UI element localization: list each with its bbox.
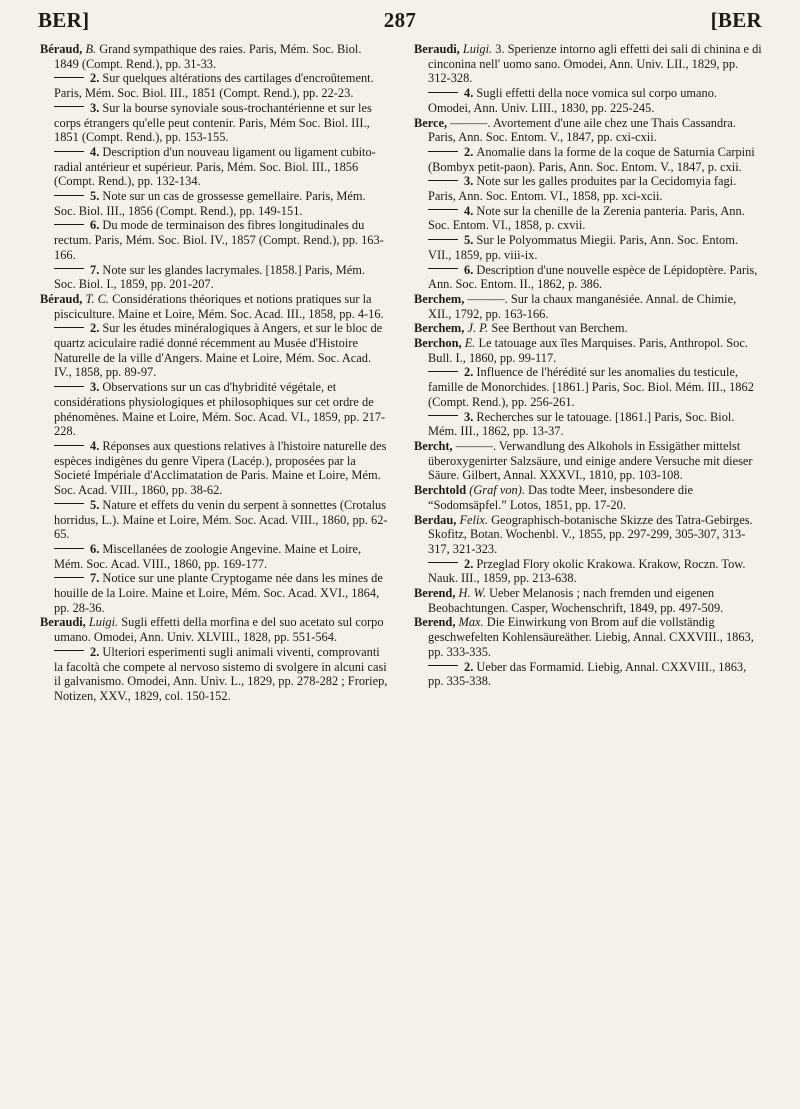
ditto-dash [428, 665, 458, 666]
entry-text: Le tatouage aux îles Marquises. Paris, Anthropol. Soc. Bull. I., 1860, pp. 99-117. [428, 336, 748, 365]
entry-number: 3. [90, 100, 103, 115]
author-given-name: Luigi. [88, 615, 122, 630]
entry-number: 6. [90, 541, 103, 556]
entry-text: Geographisch-botanische Skizze des Tatra-Gebirges. Skofitz, Botan. Wochenbl. V., 1855, pp. 297-299, 305-307, 313-317, 321-323. [428, 512, 753, 556]
entry-text: Description d'un nouveau ligament ou ligament cubito-radial antérieur et supérieur. Paris, Mém. Soc. Biol. III., 1856 (Compt. Rend.), pp. 132-134. [54, 144, 376, 189]
author-name: Berchem, [414, 321, 468, 336]
entry-number: 4. [464, 86, 477, 101]
entry-text: ———. Avortement d'une aile chez une Thais Cassandra. Paris, Ann. Soc. Entom. V., 1847, pp. cxi-cxii. [428, 115, 736, 145]
entry-number: 2. [90, 321, 103, 336]
entry-number: 5. [464, 233, 477, 248]
entry-number: 6. [464, 262, 477, 277]
bibliography-subentry [40, 645, 388, 704]
bibliography-subentry [40, 439, 388, 498]
bibliography-subentry [40, 542, 388, 571]
ditto-dash [54, 650, 84, 651]
entry-text: Sugli effetti della morfina e del suo acetato sul corpo umano. Omodei, Ann. Univ. XLVIII., 1828, pp. 551-564. [54, 615, 384, 645]
bibliography-subentry [414, 204, 762, 233]
author-given-name: Max. [458, 615, 487, 630]
entry-text: Sur la bourse synoviale sous-trochantérienne et sur les corps étrangers qu'elle peut contenir. Paris, Mém Soc. Biol. III., 1851 (Compt. Rend.), pp. 153-155. [54, 100, 372, 145]
entry-text: Considérations théoriques et notions pratiques sur la pisciculture. Maine et Loire, Mém. Soc. Acad. III., 1858, pp. 4-16. [54, 291, 384, 321]
entry-number: 6. [90, 218, 103, 233]
bibliography-entry [414, 483, 762, 512]
bibliography-entry [40, 292, 388, 321]
bibliography-entry [414, 321, 762, 336]
entry-text: Observations sur un cas d'hybridité végétale, et considérations physiologiques et philosophiques sur cet ordre de phénomènes. Maine et Loire, Mém. Soc. Acad. VI., 1859, pp. 217-228. [54, 380, 386, 439]
entry-text: 3. Sperienze intorno agli effetti dei sali di chinina e di cinconina nell' uomo sano. Omodei, Ann. Univ. LII., 1829, pp. 312-328. [428, 42, 762, 86]
entry-text: Sugli effetti della noce vomica sul corpo umano. Omodei, Ann. Univ. LIII., 1830, pp. 225-245. [428, 86, 718, 115]
bibliography-subentry [414, 86, 762, 115]
left-column [40, 42, 388, 704]
entry-text: Notice sur une plante Cryptogame née dans les mines de houille de la Loire. Maine et Loire, Mém. Soc. Acad. XVI., 1864, pp. 28-36. [54, 571, 383, 615]
ditto-dash [428, 562, 458, 563]
entry-text: Ueber das Formamid. Liebig, Annal. CXXVIII., 1863, pp. 335-338. [428, 659, 747, 689]
bibliography-entry [414, 116, 762, 145]
right-column [414, 42, 762, 689]
author-name: Berchtold [414, 483, 470, 498]
author-name: Berchon, [414, 336, 465, 351]
entry-text: Das todte Meer, insbesondere die “Sodomsäpfel.” Lotos, 1851, pp. 17-20. [428, 483, 694, 512]
entry-text: Die Einwirkung von Brom auf die vollständig geschwefelten Kohlensäureäther. Liebig, Annal. CXXVIII., 1863, pp. 333-335. [428, 615, 754, 659]
author-given-name: (Graf von). [469, 483, 529, 498]
author-given-name: T. C. [85, 291, 113, 306]
entry-number: 3. [464, 409, 477, 424]
entry-text: Influence de l'hérédité sur les anomalies du testicule, famille de Monorchides. [1861.] Paris, Soc. Biol. Mém. III., 1862 (Compt. Rend.), pp. 256-261. [428, 365, 754, 409]
entry-text: Nature et effets du venin du serpent à sonnettes (Crotalus horridus, L.). Maine et Loire, Mém. Soc. Acad. VIII., 1860, pp. 62-65. [54, 497, 388, 542]
ditto-dash [54, 445, 84, 446]
ditto-dash [428, 371, 458, 372]
ditto-dash [54, 548, 84, 549]
bibliography-subentry [414, 174, 762, 203]
page-number: 287 [383, 8, 417, 32]
author-name: Béraud, [40, 291, 86, 306]
bibliography-entry [414, 336, 762, 365]
author-given-name: Felix. [459, 512, 492, 527]
bibliography-subentry [414, 365, 762, 409]
ditto-dash [428, 151, 458, 152]
ditto-dash [428, 415, 458, 416]
ditto-dash [54, 151, 84, 152]
entry-text: Recherches sur le tatouage. [1861.] Paris, Soc. Biol. Mém. III., 1862, pp. 13-37. [428, 409, 735, 439]
ditto-dash [54, 195, 84, 196]
entry-number: 3. [90, 380, 103, 395]
entry-text: See Berthout van Berchem. [491, 321, 628, 336]
entry-text: Sur les études minéralogiques à Angers, et sur le bloc de quartz aciculaire radié donné récemment au Musée d'Histoire Naturelle de la ville d'Angers. Maine et Loire, Mém. Soc. Acad. IV., 1858, pp. 89-97. [54, 321, 383, 380]
entry-text: Sur quelques altérations des cartilages d'encroûtement. Paris, Mém. Soc. Biol. III., 1851 (Compt. Rend.), pp. 22-23. [54, 71, 374, 101]
header-left: BER] [38, 8, 90, 32]
author-name: Bercht, [414, 438, 456, 453]
author-name: Beraudi, [40, 615, 89, 630]
entry-text: Note sur les glandes lacrymales. [1858.] Paris, Mém. Soc. Biol. I., 1859, pp. 201-207. [54, 262, 365, 292]
author-given-name: E. [464, 336, 479, 351]
author-name: Berchem, [414, 291, 468, 306]
entry-text: Miscellanées de zoologie Angevine. Maine et Loire, Mém. Soc. Acad. VIII., 1860, pp. 169-177. [54, 541, 362, 571]
entry-number: 3. [464, 174, 477, 189]
bibliography-entry [414, 292, 762, 321]
ditto-dash [428, 92, 458, 93]
entry-text: Note sur les galles produites par la Cecidomyia fagi. Paris, Ann. Soc. Entom. VI., 1858, pp. xci-xcii. [428, 174, 737, 204]
ditto-dash [428, 239, 458, 240]
bibliography-entry [414, 42, 762, 86]
author-given-name: H. W. [458, 586, 490, 601]
ditto-dash [54, 268, 84, 269]
bibliography-subentry [40, 263, 388, 292]
header-right: [BER [710, 8, 762, 32]
ditto-dash [54, 503, 84, 504]
entry-text: Du mode de terminaison des fibres longitudinales du rectum. Paris, Mém. Soc. Biol. IV., 1857 (Compt. Rend.), pp. 163-166. [54, 218, 384, 262]
entry-number: 7. [90, 262, 103, 277]
bibliography-subentry [40, 498, 388, 542]
author-given-name: B. [85, 42, 100, 56]
entry-text: Anomalie dans la forme de la coque de Saturnia Carpini (Bombyx petit-paon). Paris, Ann. Soc. Entom. V., 1847, p. cxii. [428, 144, 755, 174]
bibliography-entry [40, 615, 388, 644]
author-name: Berdau, [414, 512, 460, 527]
entry-text: Ueber Melanosis ; nach fremden und eigenen Beobachtungen. Casper, Wochenschrift, 1849, pp. 497-509. [428, 586, 724, 615]
entry-number: 2. [464, 556, 477, 571]
author-name: Beraudi, [414, 42, 463, 56]
bibliography-subentry [40, 145, 388, 189]
entry-text: Réponses aux questions relatives à l'histoire naturelle des espèces indigènes du genre Vipera (Lacép.), proposées par la Societé Impériale d'Acclimatation de Paris. Maine et Loire, Mém. Soc. Acad. VIII., 1860, pp. 38-62. [54, 438, 387, 498]
ditto-dash [428, 209, 458, 210]
entry-number: 2. [464, 144, 477, 159]
ditto-dash [54, 224, 84, 225]
entry-number: 2. [90, 644, 103, 659]
bibliography-subentry [414, 263, 762, 292]
bibliography-entry [414, 439, 762, 483]
entry-number: 5. [90, 189, 103, 204]
bibliography-entry [414, 615, 762, 659]
bibliography-subentry [40, 189, 388, 218]
entry-text: Sur le Polyommatus Miegii. Paris, Ann. Soc. Entom. VII., 1859, pp. viii-ix. [428, 233, 738, 262]
entry-text: Grand sympathique des raies. Paris, Mém. Soc. Biol. 1849 (Compt. Rend.), pp. 31-33. [54, 42, 362, 71]
bibliography-subentry [40, 218, 388, 262]
ditto-dash [54, 77, 84, 78]
ditto-dash [428, 180, 458, 181]
entry-text: Note sur la chenille de la Zerenia panteria. Paris, Ann. Soc. Entom. VI., 1858, p. cxvii. [428, 203, 745, 233]
ditto-dash [54, 386, 84, 387]
bibliography-subentry [40, 571, 388, 615]
bibliography-subentry [414, 145, 762, 174]
entry-number: 4. [90, 144, 103, 159]
bibliography-entry [414, 513, 762, 557]
bibliography-entry [414, 586, 762, 615]
entry-text: Ulteriori esperimenti sugli animali viventi, comprovanti la facoltà che compete al nervoso sistemo di svolgere in alcuni casi il galvanismo. Omodei, Ann. Univ. L., 1829, pp. 278-282 ; Froriep, Notizen, XXV., 1829, col. 150-152. [54, 644, 388, 703]
entry-number: 5. [90, 497, 103, 512]
bibliography-entry [40, 42, 388, 71]
bibliography-subentry [40, 380, 388, 439]
ditto-dash [54, 577, 84, 578]
running-header [38, 8, 762, 36]
bibliography-subentry [40, 71, 388, 100]
author-name: Berce, [414, 115, 451, 130]
entry-text: Note sur un cas de grossesse gemellaire. Paris, Mém. Soc. Biol. III., 1856 (Compt. Rend.), pp. 149-151. [54, 189, 366, 218]
author-name: Berend, [414, 586, 459, 601]
entry-text: Description d'une nouvelle espèce de Lépidoptère. Paris, Ann. Soc. Entom. II., 1862, p. 386. [428, 262, 758, 292]
bibliography-subentry [414, 557, 762, 586]
entry-number: 2. [464, 659, 477, 674]
author-given-name: Luigi. [462, 42, 496, 56]
ditto-dash [428, 268, 458, 269]
entry-number: 4. [90, 438, 103, 453]
bibliography-subentry [414, 410, 762, 439]
bibliography-subentry [40, 101, 388, 145]
author-name: Berend, [414, 615, 459, 630]
entry-number: 2. [90, 71, 103, 86]
bibliography-subentry [414, 660, 762, 689]
entry-text: ———. Verwandlung des Alkohols in Essigäther mittelst überoxygenirter Salzsäure, und einige andere Versuche mit dieser Säure. Gilbert, Annal. XXXVI., 1810, pp. 103-108. [428, 438, 753, 483]
author-name: Béraud, [40, 42, 86, 56]
author-given-name: J. P. [467, 321, 492, 336]
entry-text: Przeglad Flory okolic Krakowa. Krakow, Roczn. Tow. Nauk. III., 1859, pp. 213-638. [428, 556, 746, 586]
entry-number: 2. [464, 365, 477, 380]
ditto-dash [54, 327, 84, 328]
bibliography-subentry [40, 321, 388, 380]
entry-number: 7. [90, 571, 103, 586]
entry-number: 4. [464, 203, 477, 218]
entry-text: ———. Sur la chaux manganésiée. Annal. de Chimie, XII., 1792, pp. 163-166. [428, 291, 737, 321]
bibliography-subentry [414, 233, 762, 262]
ditto-dash [54, 106, 84, 107]
